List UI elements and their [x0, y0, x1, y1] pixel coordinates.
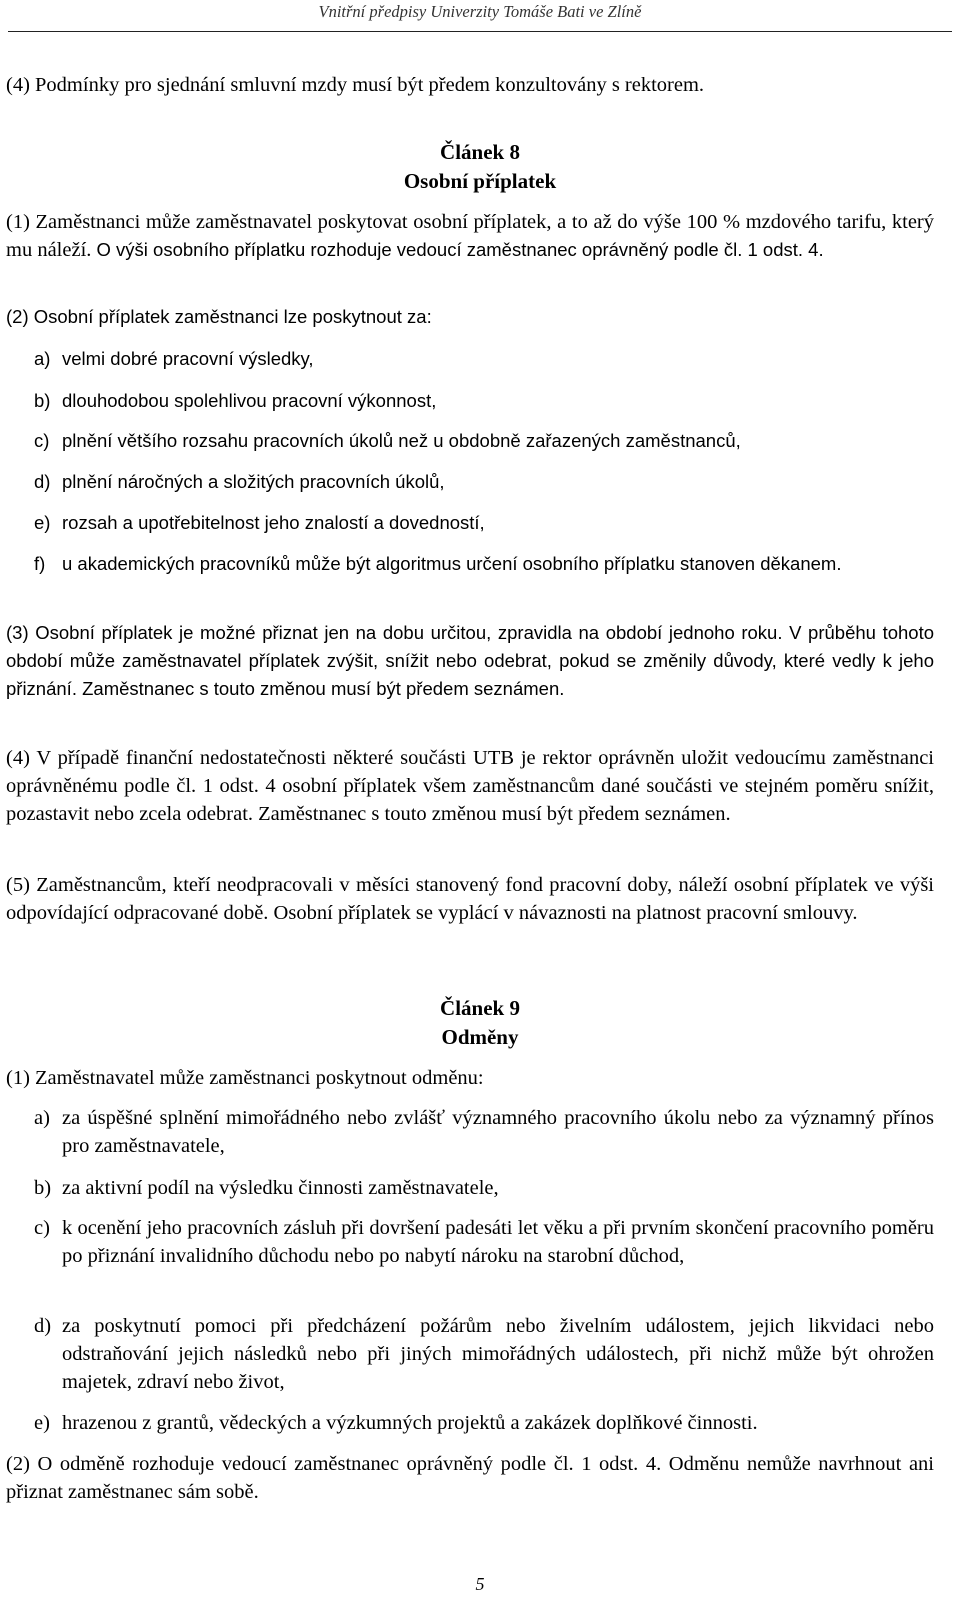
article8-item-b [34, 387, 934, 415]
article8-p1-part1: (1) Zaměstnanci může zaměstnavatel poskytovat osobní příplatek, a to až do výše 100 % mzdového tarifu, který mu náleží. [6, 211, 934, 261]
item-label: b) [34, 1177, 52, 1199]
item-text: plnění náročných a složitých pracovních úkolů, [62, 471, 445, 492]
header-rule [8, 31, 952, 32]
running-header: Vnitřní předpisy Univerzity Tomáše Bati ve Zlíně [318, 2, 642, 21]
article8-p3-part1: (3) Osobní příplatek je možné přiznat jen na dobu určitou, zpravidla na období jednoho roku. [6, 622, 783, 643]
article9-item-d [34, 1312, 934, 1396]
item-text: rozsah a upotřebitelnost jeho znalostí a dovedností, [62, 512, 485, 533]
item-text: za aktivní podíl na výsledku činnosti zaměstnavatele, [62, 1177, 499, 1199]
article8-p3-part2: V průběhu tohoto období může zaměstnavatel příplatek zvýšit, snížit nebo odebrat, pokud se změnily důvody, které vedly k jeho přiznání. [6, 622, 935, 699]
item-label: e) [34, 1412, 50, 1434]
item-label: e) [34, 512, 51, 533]
item-label: c) [34, 1217, 50, 1239]
article9-number: Článek 9 [440, 996, 520, 1020]
item-label: a) [34, 348, 51, 369]
item-text: velmi dobré pracovní výsledky, [62, 348, 314, 369]
article8-paragraph-5: (5) Zaměstnancům, kteří neodpracovali v měsíci stanovený fond pracovní doby, náleží osobní příplatek ve výši odpovídající odpracované době. Osobní příplatek se vyplácí v návaznosti na platnost pracovní smlouvy. [6, 874, 934, 924]
article8-paragraph-2-lead: (2) Osobní příplatek zaměstnanci lze poskytnout za: [6, 306, 432, 327]
article8-item-f [34, 550, 934, 578]
item-text: dlouhodobou spolehlivou pracovní výkonnost, [62, 390, 437, 411]
article9-paragraph-2: (2) O odměně rozhoduje vedoucí zaměstnanec oprávněný podle čl. 1 odst. 4. Odměnu nemůže navrhnout ani přiznat zaměstnanec sám sobě. [6, 1453, 934, 1503]
article9-item-c [34, 1214, 934, 1270]
item-text: plnění většího rozsahu pracovních úkolů než u obdobně zařazených zaměstnanců, [62, 430, 741, 451]
item-text: u akademických pracovníků může být algoritmus určení osobního příplatku stanoven děkanem. [62, 553, 842, 574]
article8-number: Článek 8 [440, 140, 520, 164]
item-text: hrazenou z grantů, vědeckých a výzkumných projektů a zakázek doplňkové činnosti. [62, 1412, 758, 1434]
article8-item-e [34, 509, 934, 537]
article8-item-c [34, 427, 934, 455]
page-number: 5 [475, 1574, 485, 1594]
article9-item-e [34, 1409, 934, 1437]
item-label: c) [34, 430, 50, 451]
article8-p1-part2: O výši osobního příplatku rozhoduje vedoucí zaměstnanec oprávněný podle čl. 1 odst. 4. [96, 239, 824, 260]
item-label: f) [34, 553, 46, 574]
article8-paragraph-4: (4) V případě finanční nedostatečnosti některé součásti UTB je rektor oprávněn uložit vedoucímu zaměstnanci oprávněnému podle čl. 1 odst. 4 osobní příplatek všem zaměstnancům dané součásti ve stejném poměru snížit, pozastavit nebo zcela odebrat. Zaměstnanec s touto změnou musí být předem seznámen. [6, 747, 934, 825]
article9-item-a [34, 1104, 934, 1160]
item-text: za poskytnutí pomoci při předcházení požárům nebo živelním událostem, jejich likvidaci nebo odstraňování jejich následků nebo při jiných mimořádných událostech, při nichž může být ohrožen majetek, zdraví nebo život, [62, 1315, 934, 1393]
article8-item-a [34, 345, 934, 373]
intro-paragraph: (4) Podmínky pro sjednání smluvní mzdy musí být předem konzultovány s rektorem. [6, 74, 705, 96]
item-text: za úspěšné splnění mimořádného nebo zvlášť významného pracovního úkolu nebo za významný přínos pro zaměstnavatele, [62, 1107, 934, 1157]
article8-title: Osobní příplatek [403, 169, 557, 193]
article8-paragraph-1 [6, 208, 934, 264]
article9-item-b [34, 1174, 934, 1202]
item-text: k ocenění jeho pracovních zásluh při dovršení padesáti let věku a při prvním skončení pracovního poměru po přiznání invalidního důchodu nebo po nabytí nároku na starobní důchod, [62, 1217, 934, 1267]
item-label: a) [34, 1107, 50, 1129]
article8-item-d [34, 468, 934, 496]
item-label: d) [34, 471, 51, 492]
item-label: d) [34, 1315, 52, 1337]
article9-paragraph-1-lead: (1) Zaměstnavatel může zaměstnanci poskytnout odměnu: [6, 1067, 484, 1089]
article8-p3-part3: Zaměstnanec s touto změnou musí být předem seznámen. [82, 678, 565, 699]
article9-title: Odměny [441, 1025, 519, 1049]
article8-paragraph-3 [6, 619, 934, 703]
item-label: b) [34, 390, 51, 411]
